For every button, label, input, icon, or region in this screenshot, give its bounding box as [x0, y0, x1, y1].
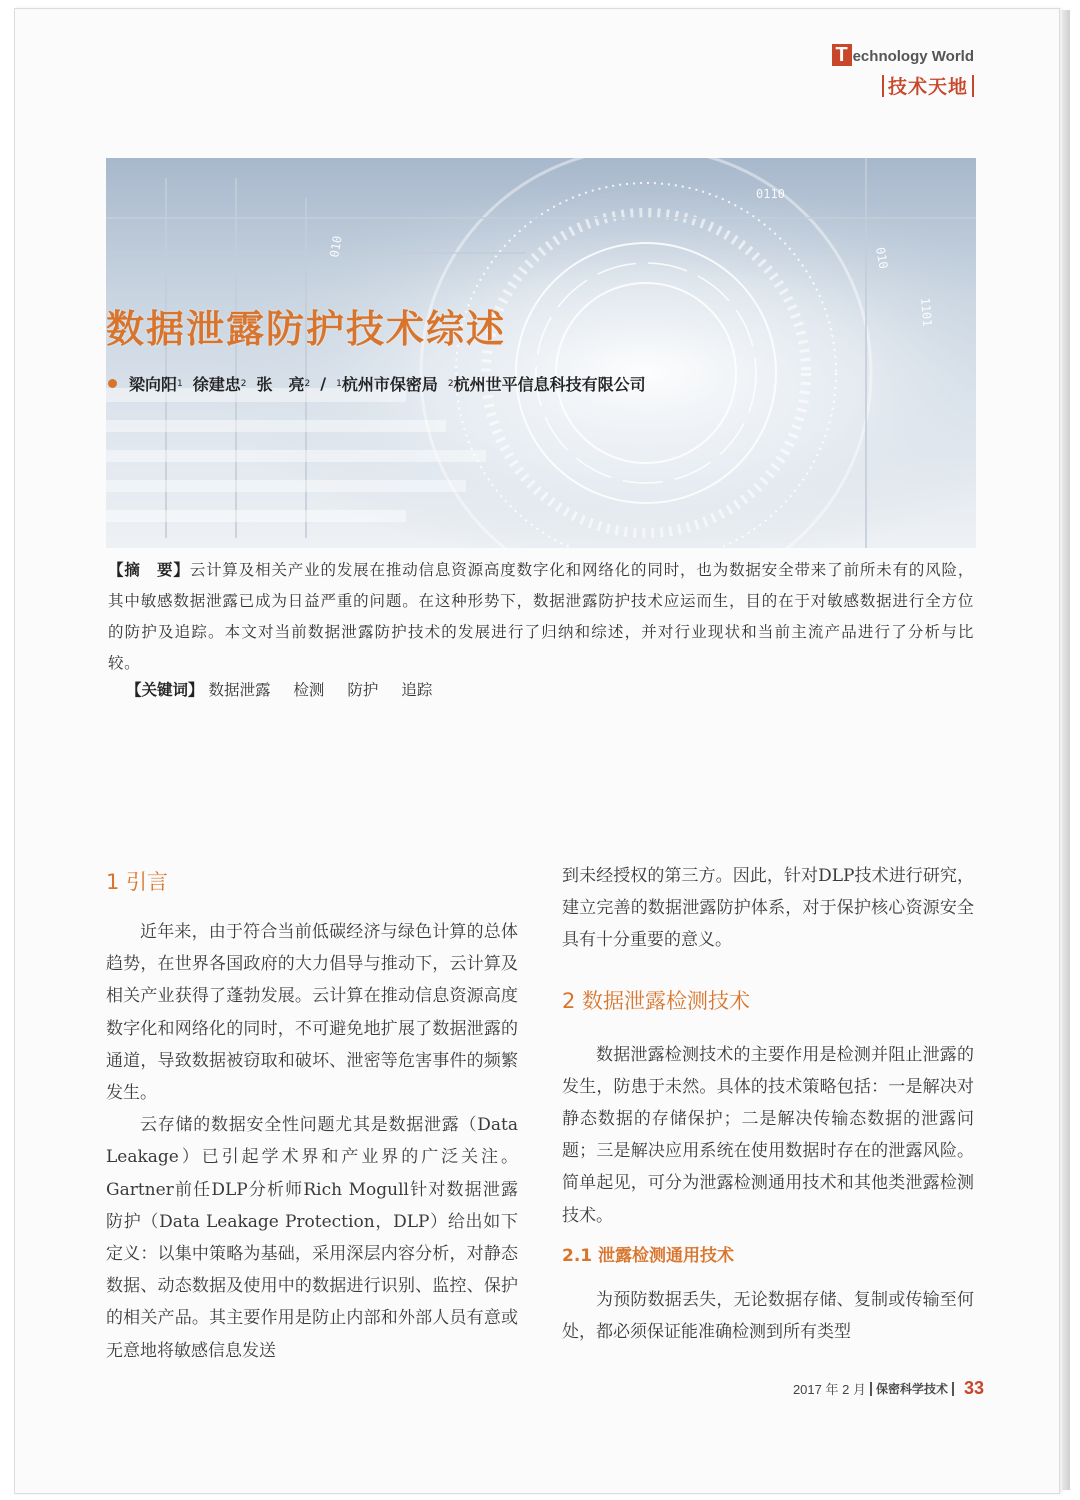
keyword: 数据泄露	[208, 681, 271, 699]
body-paragraph: 数据泄露检测技术的主要作用是检测并阻止泄露的发生，防患于未然。具体的技术策略包括：一是解决对静态数据的存储保护；二是解决传输态数据的泄露问题；三是解决应用系统在使用数据时存在的泄露风险。简单起见，可分为泄露检测通用技术和其他类泄露检测技术。	[562, 1044, 974, 1226]
affiliation-name: 杭州世平信息科技有限公司	[453, 375, 646, 394]
page-number: 33	[963, 1378, 984, 1398]
brand-letter-logo: T	[832, 44, 852, 66]
header-banner-image	[106, 158, 976, 548]
subsection-heading: 2.1 泄露检测通用技术	[562, 1245, 735, 1266]
issue-date: 2017 年 2 月	[792, 1382, 866, 1397]
footer-divider	[952, 1382, 954, 1396]
page-edge-shadow	[1062, 10, 1070, 1490]
body-paragraph: 近年来，由于符合当前低碳经济与绿色计算的总体趋势，在世界各国政府的大力倡导与推动下，云计算及相关产业获得了蓬勃发展。云计算在推动信息资源高度数字化和网络化的同时，不可避免地扩展了数据泄露的通道，导致数据被窃取和破坏、泄密等危害事件的频繁发生。	[106, 922, 518, 1104]
footer-divider	[870, 1382, 872, 1396]
author-separator: /	[320, 374, 327, 393]
article-title: 数据泄露防护技术综述	[106, 307, 507, 351]
ring-code-label: 010	[327, 234, 345, 259]
ring-code-label: 010	[873, 246, 891, 270]
affiliation-mark: 2	[447, 378, 454, 389]
affiliation-name: 杭州市保密局	[341, 375, 438, 394]
keyword: 检测	[293, 681, 325, 699]
section-heading: 2 数据泄露检测技术	[562, 988, 751, 1013]
keyword: 防护	[347, 681, 379, 699]
keyword: 追踪	[401, 681, 433, 699]
author-name: 张 亮	[256, 375, 305, 394]
author-affiliation-mark: 2	[240, 378, 247, 389]
body-paragraph: 到未经授权的第三方。因此，针对DLP技术进行研究，建立完善的数据泄露防护体系，对于保护核心资源安全具有十分重要的意义。	[562, 866, 974, 951]
section-heading: 1 引言	[106, 870, 169, 894]
section-brand	[832, 44, 974, 99]
body-column-left	[106, 860, 518, 1367]
ring-code-label: 1101	[918, 297, 935, 328]
keywords-label: 【关键词】	[126, 681, 204, 699]
body-column-right	[562, 860, 974, 1348]
abstract	[108, 555, 974, 679]
author-affiliation-mark: 1	[177, 378, 183, 389]
brand-english: echnology World	[852, 48, 974, 65]
page-footer	[793, 1378, 984, 1399]
abstract-text: 云计算及相关产业的发展在推动信息资源高度数字化和网络化的同时，也为数据安全带来了前所未有的风险，其中敏感数据泄露已成为日益严重的问题。在这种形势下，数据泄露防护技术应运而生，目的在于对敏感数据进行全方位的防护及追踪。本文对当前数据泄露防护技术的发展进行了归纳和综述，并对行业现状和当前主流产品进行了分析与比较。	[108, 561, 974, 672]
tech-circle-graphic	[106, 158, 976, 548]
author-line	[108, 372, 646, 395]
bullet-dot-icon	[108, 379, 117, 388]
section-title: 技术天地	[887, 76, 968, 98]
body-paragraph: 云存储的数据安全性问题尤其是数据泄露（Data Leakage）已引起学术界和产业界的广泛关注。Gartner前任DLP分析师Rich Mogull针对数据泄露防护（Data Leakage Protection，DLP）给出如下定义：以集中策略为基础，采用深层内容分析，对静态数据、动态数据及使用中的数据进行识别、监控、保护的相关产品。其主要作用是防止内部和外部人员有意或无意地将敏感信息发送	[106, 1115, 518, 1361]
keywords	[126, 678, 450, 700]
affiliation-mark: 1	[336, 378, 342, 389]
body-paragraph: 为预防数据丢失，无论数据存储、复制或传输至何处，都必须保证能准确检测到所有类型	[562, 1289, 974, 1343]
ring-code-label: 0110	[756, 187, 785, 201]
brand-divider	[972, 75, 974, 97]
author-affiliation-mark: 2	[304, 378, 311, 389]
author-name: 梁向阳	[129, 375, 178, 394]
author-name: 徐建忠	[192, 375, 241, 394]
journal-name: 保密科学技术	[875, 1382, 948, 1396]
abstract-label: 【摘 要】	[108, 561, 190, 579]
